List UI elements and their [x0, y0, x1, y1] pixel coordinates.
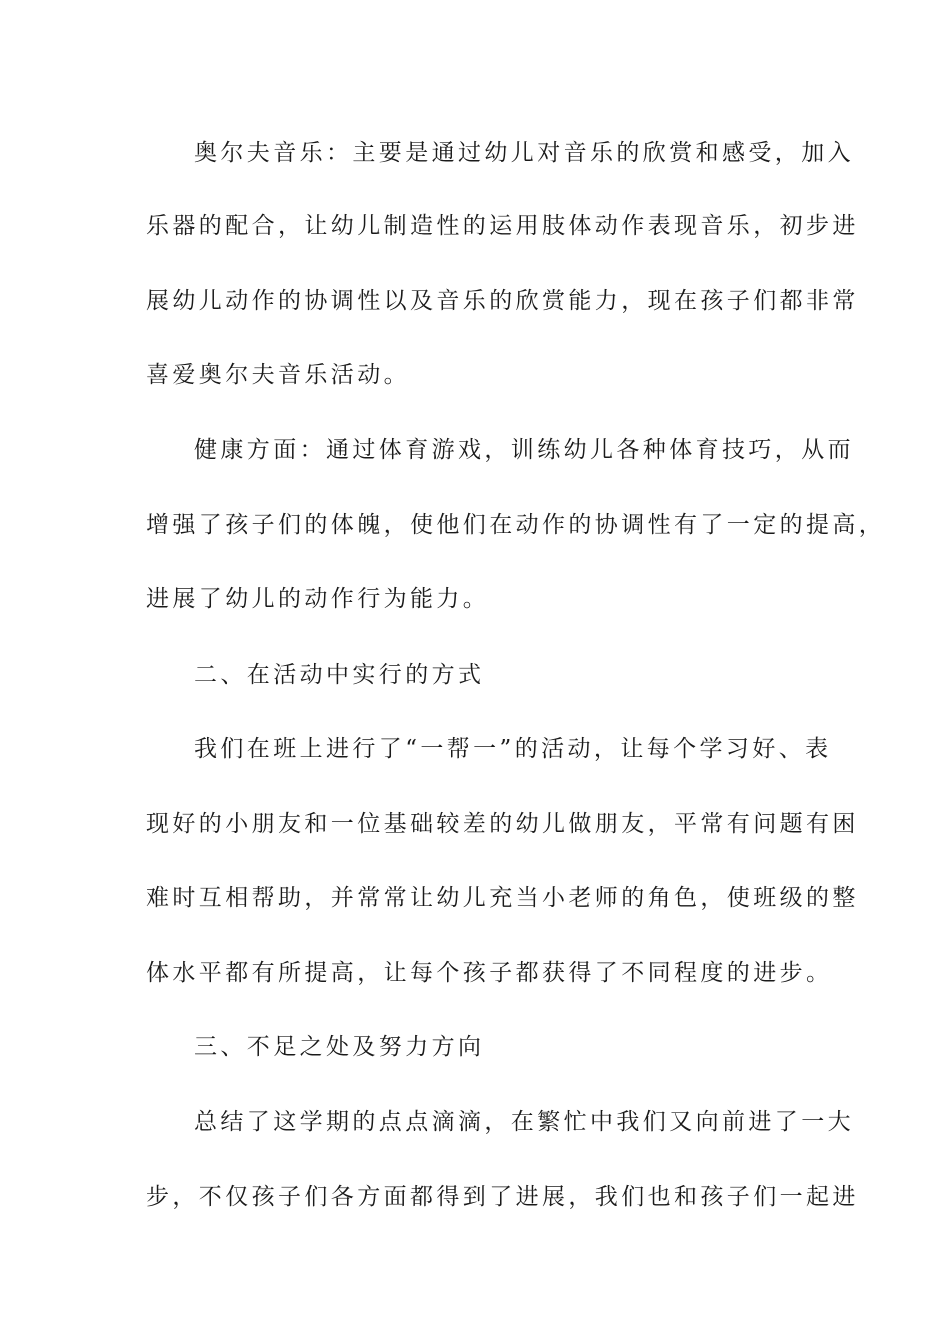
paragraph-health-line-3: 进展了幼儿的动作行为能力。 [146, 586, 490, 612]
paragraph-summary-line-2: 步，不仅孩子们各方面都得到了进展，我们也和孩子们一起进 [146, 1184, 859, 1210]
paragraph-orff-music-line-1: 奥尔夫音乐：主要是通过幼儿对音乐的欣赏和感受，加入 [194, 140, 854, 166]
section-heading-shortcomings: 三、不足之处及努力方向 [194, 1034, 485, 1060]
paragraph-health-line-2: 增强了孩子们的体魄，使他们在动作的协调性有了一定的提高， [146, 512, 886, 538]
paragraph-orff-music-line-3: 展幼儿动作的协调性以及音乐的欣赏能力，现在孩子们都非常 [146, 288, 859, 314]
section-heading-methods: 二、在活动中实行的方式 [194, 662, 485, 688]
paragraph-health-line-1: 健康方面：通过体育游戏，训练幼儿各种体育技巧，从而 [194, 437, 854, 463]
paragraph-orff-music-line-2: 乐器的配合，让幼儿制造性的运用肢体动作表现音乐，初步进 [146, 213, 859, 239]
paragraph-help-line-2: 现好的小朋友和一位基础较差的幼儿做朋友，平常有问题有困 [146, 811, 859, 837]
paragraph-help-line-3: 难时互相帮助，并常常让幼儿充当小老师的角色，使班级的整 [146, 885, 859, 911]
paragraph-help-line-1: 我们在班上进行了“一帮一”的活动，让每个学习好、表 [194, 736, 832, 762]
paragraph-help-line-4: 体水平都有所提高，让每个孩子都获得了不同程度的进步。 [146, 960, 833, 986]
paragraph-summary-line-1: 总结了这学期的点点滴滴，在繁忙中我们又向前进了一大 [194, 1109, 854, 1135]
paragraph-orff-music-line-4: 喜爱奥尔夫音乐活动。 [146, 362, 410, 388]
